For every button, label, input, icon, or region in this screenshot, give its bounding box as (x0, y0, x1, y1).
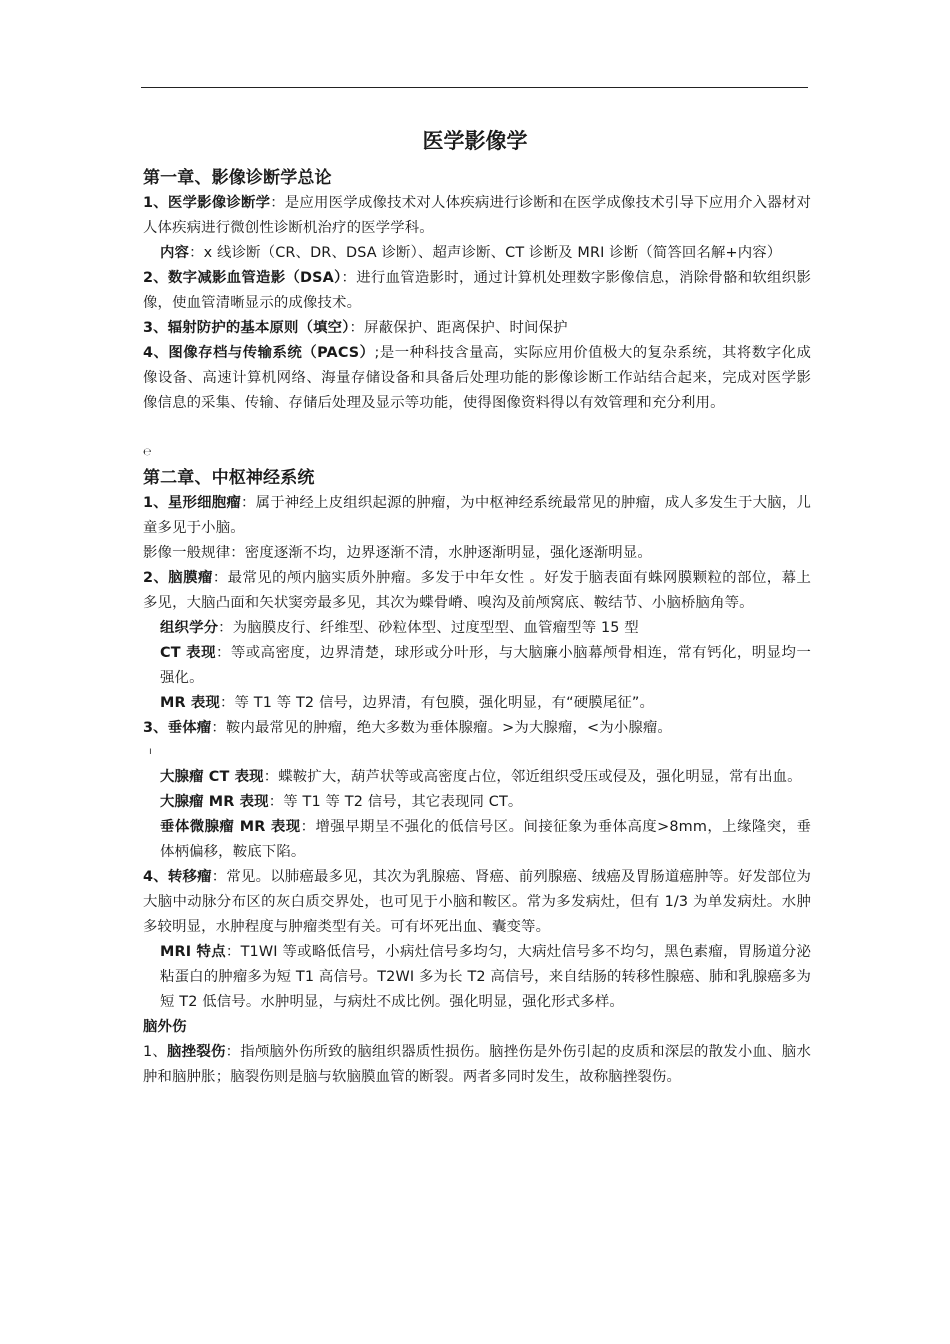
paragraph (143, 865, 811, 940)
term-label: 大腺瘤 MR 表现 (160, 794, 269, 810)
document-body (143, 166, 811, 1090)
term-label: 组织学分 (160, 620, 219, 636)
term-label: 2、数字减影血管造影（DSA） (143, 270, 342, 286)
term-label: 3、辐射防护的基本原则（填空） (143, 320, 350, 336)
term-label: CT 表现 (160, 645, 216, 661)
term-label: MR 表现 (160, 695, 220, 711)
paragraph (143, 765, 811, 790)
paragraph-text: ：等 T1 等 T2 信号，其它表现同 CT。 (268, 794, 523, 810)
chapter-1-heading: 第一章、影像诊断学总论 (143, 168, 332, 188)
paragraph-text: ：最常见的颅内脑实质外肿瘤。多发于中年女性 。好发于脑表面有蛛网膜颗粒的部位，幕上多见，大脑凸面和矢状窦旁最多见，其次为蝶骨嵴、嗅沟及前颅窝底、鞍结节、小脑桥脑角等。 (143, 570, 811, 611)
header-rule (141, 87, 808, 88)
paragraph (143, 566, 811, 616)
paragraph (143, 940, 811, 1015)
term-label: 内容 (160, 245, 190, 261)
subheading-label: 脑外伤 (143, 1019, 187, 1035)
paragraph-text: ：屏蔽保护、距离保护、时间保护 (349, 320, 568, 336)
paragraph-text: ：鞍内最常见的肿瘤，绝大多数为垂体腺瘤。>为大腺瘤，<为小腺瘤。 (211, 720, 672, 736)
paragraph-text: ：为脑膜皮行、纤维型、砂粒体型、过度型型、血管瘤型等 15 型 (218, 620, 639, 636)
paragraph (143, 316, 811, 341)
paragraph-text: ：指颅脑外伤所致的脑组织器质性损伤。脑挫伤是外伤引起的皮质和深层的散发小血、脑水肿和脑肿胀；脑裂伤则是脑与软脑膜血管的断裂。两者多同时发生，故称脑挫裂伤。 (143, 1044, 811, 1085)
term-label: 大腺瘤 CT 表现 (160, 769, 264, 785)
paragraph-text: ：常见。以肺癌最多见，其次为乳腺癌、肾癌、前列腺癌、绒癌及胃肠道癌肿等。好发部位为大脑中动脉分布区的灰白质交界处，也可见于小脑和鞍区。常为多发病灶，但有 1/3 为单发病灶。水肿多较明显，水肿程度与肿瘤类型有关。可有坏死出血、囊变等。 (143, 869, 811, 935)
paragraph (143, 491, 811, 541)
stray-mark: ı (149, 746, 152, 757)
paragraph (143, 641, 811, 691)
term-label: 1、医学影像诊断学 (143, 195, 271, 211)
paragraph (143, 191, 811, 241)
paragraph-text: ：增强早期呈不强化的低信号区。间接征象为垂体高度>8mm，上缘隆突，垂体柄偏移，鞍底下陷。 (160, 819, 811, 860)
paragraph-text: ：等或高密度，边界清楚，球形或分叶形，与大脑廉小脑幕颅骨相连，常有钙化，明显均一强化。 (160, 645, 811, 686)
paragraph (143, 691, 811, 716)
term-label: 4、图像存档与传输系统（PACS） (143, 345, 375, 361)
term-label: 1、星形细胞瘤 (143, 495, 241, 511)
stray-mark: ℮ (143, 447, 152, 458)
paragraph-text: ：是应用医学成像技术对人体疾病进行诊断和在医学成像技术引导下应用介入器材对人体疾病进行微创性诊断机治疗的医学学科。 (143, 195, 811, 236)
paragraph-text: ：T1WI 等或略低信号，小病灶信号多均匀，大病灶信号多不均匀，黑色素瘤，胃肠道分泌粘蛋白的肿瘤多为短 T1 高信号。T2WI 多为长 T2 高信号，来自结肠的转移性腺癌、肺和乳腺癌多为短 T2 低信号。水肿明显，与病灶不成比例。强化明显，强化形式多样。 (160, 944, 812, 1010)
paragraph: 影像一般规律：密度逐渐不均，边界逐渐不清，水肿逐渐明显，强化逐渐明显。 (143, 545, 652, 561)
paragraph-text: ：等 T1 等 T2 信号，边界清，有包膜，强化明显，有“硬膜尾征”。 (219, 695, 655, 711)
paragraph-text: ;是一种科技含量高，实际应用价值极大的复杂系统，其将数字化成像设备、高速计算机网络、海量存储设备和具备后处理功能的影像诊断工作站结合起来，完成对医学影像信息的采集、传输、存储后处理及显示等功能，使得图像资料得以有效管理和充分利用。 (143, 345, 811, 411)
item-number: 1、 (143, 1044, 168, 1060)
term-label: 脑挫裂伤 (167, 1044, 226, 1060)
paragraph (143, 616, 811, 641)
paragraph (143, 341, 811, 416)
term-label: 3、垂体瘤 (143, 720, 212, 736)
chapter-2-heading: 第二章、中枢神经系统 (143, 468, 315, 488)
section-subheading (143, 1015, 811, 1040)
paragraph-text: ：蝶鞍扩大，葫芦状等或高密度占位，邻近组织受压或侵及，强化明显，常有出血。 (263, 769, 802, 785)
paragraph (143, 1040, 811, 1090)
paragraph (143, 815, 811, 865)
paragraph-text: ：属于神经上皮组织起源的肿瘤，为中枢神经系统最常见的肿瘤，成人多发生于大脑，儿童多见于小脑。 (143, 495, 811, 536)
term-label: MRI 特点 (160, 944, 226, 960)
term-label: 4、转移瘤 (143, 869, 212, 885)
spacer (143, 416, 811, 446)
page-title: 医学影像学 (422, 129, 528, 153)
paragraph (143, 241, 811, 266)
term-label: 2、脑膜瘤 (143, 570, 213, 586)
paragraph-text: ：x 线诊断（CR、DR、DSA 诊断）、超声诊断、CT 诊断及 MRI 诊断（简答回名解+内容） (189, 245, 782, 261)
term-label: 垂体微腺瘤 MR 表现 (160, 819, 301, 835)
paragraph (143, 790, 811, 815)
paragraph (143, 716, 811, 741)
paragraph-text: ：进行血管造影时，通过计算机处理数字影像信息，消除骨骼和软组织影像，使血管清晰显示的成像技术。 (143, 270, 811, 311)
paragraph (143, 266, 811, 316)
